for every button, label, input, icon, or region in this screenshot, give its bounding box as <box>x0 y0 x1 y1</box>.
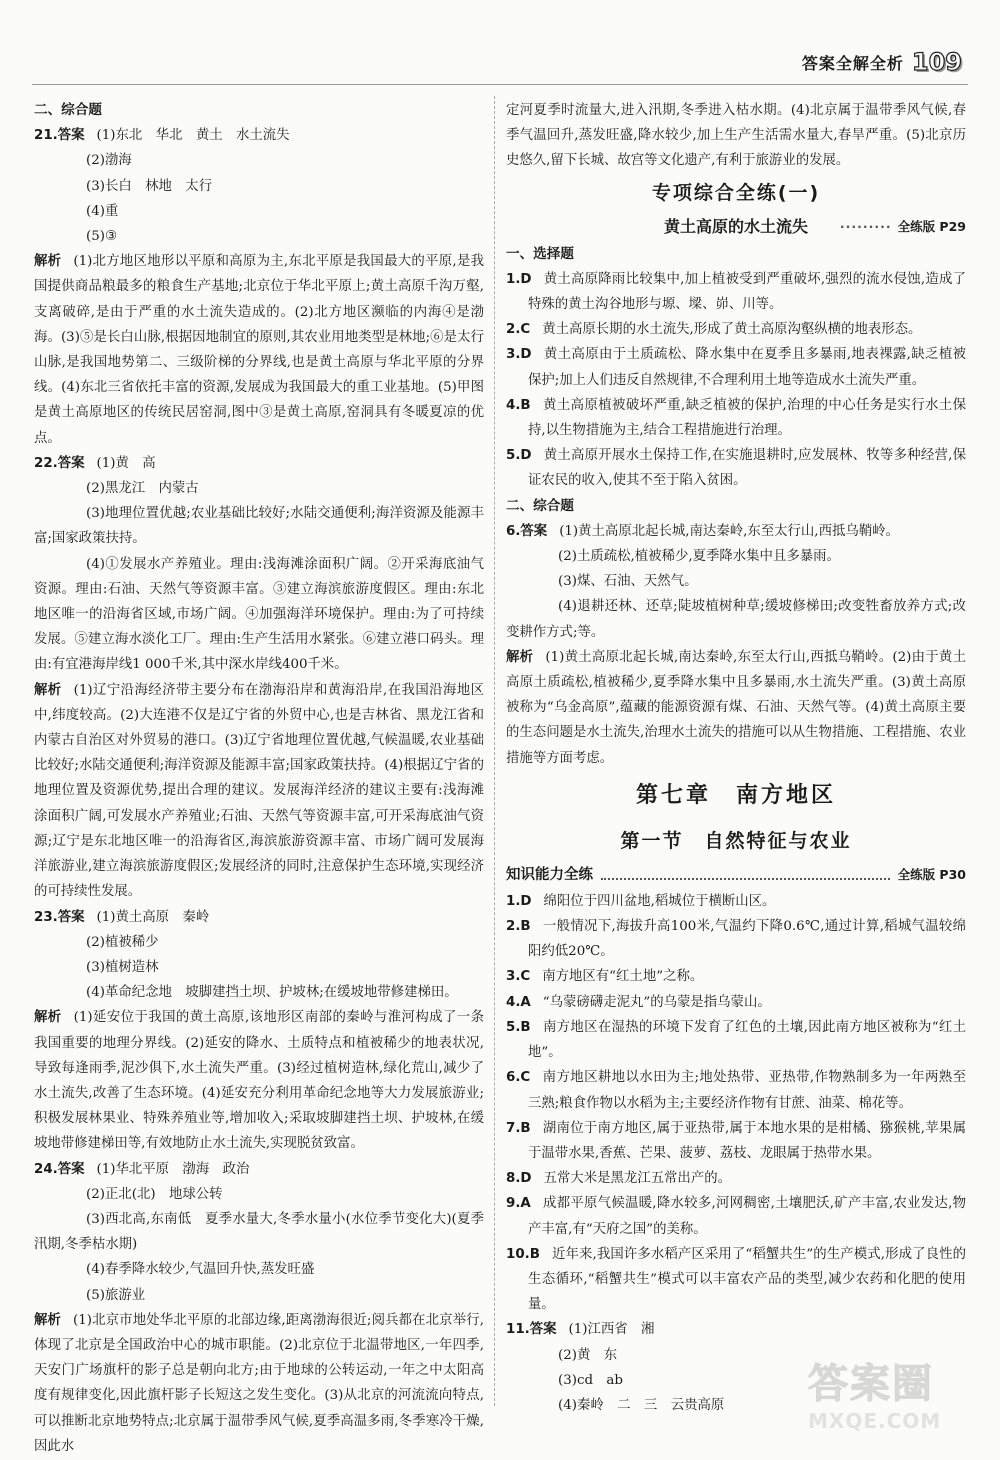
choice-answer-item <box>506 393 966 443</box>
choice-answer-text: 湖南位于南方地区,属于亚热带,属于本地水果的是柑橘、猕猴桃,苹果属于温带水果,香蕉、芒果、菠萝、荔枝、龙眼属于热带水果。 <box>528 1120 966 1161</box>
answer-line: (2)黑龙江 内蒙古 <box>86 481 199 497</box>
chapter-title: 第七章 南方地区 <box>635 782 836 808</box>
practice-bar-label: 知识能力全练 <box>506 866 593 883</box>
continued-text: 定河夏季时流量大,进入汛期,冬季进入枯水期。(4)北京属于温带季风气候,春季气温回升,蒸发旺盛,降水较少,加上生产生活需水量大,春旱严重。(5)北京历史悠久,留下长城、故宫等文化遗产,有利于旅游业的发展。 <box>506 103 966 169</box>
choice-answer-label: 2.B <box>506 919 531 935</box>
section-heading: 一、选择题 <box>506 245 574 262</box>
explanation-label: 解析 <box>34 1010 62 1026</box>
choice-answer-text: 绵阳位于四川盆地,稻城位于横断山区。 <box>543 893 776 909</box>
choice-answer-label: 6.C <box>506 1070 531 1086</box>
watermark-logo <box>808 1352 978 1442</box>
choice-answer-label: 1.D <box>506 271 532 287</box>
choice-answer-item <box>506 317 966 342</box>
choice-answer-item <box>506 964 966 989</box>
special-ref-text: 全练版 P29 <box>897 218 966 234</box>
explanation-label: 解析 <box>34 254 62 270</box>
left-column <box>34 98 484 1459</box>
answer-line: (2)土质疏松,植被稀少,夏季降水集中且多暴雨。 <box>558 549 840 565</box>
right-column <box>506 98 966 1418</box>
choice-answer-label: 4.B <box>506 397 531 413</box>
explanation <box>34 249 484 451</box>
answer-label: 24.答案 <box>34 1161 85 1177</box>
choice-answer-text: 一般情况下,海拔升高100米,气温约下降0.6℃,通过计算,稻城气温较绵阳约低20℃。 <box>528 919 966 960</box>
choice-answer-text: 南方地区有“红土地”之称。 <box>542 969 704 985</box>
choice-answer-item <box>506 1166 966 1191</box>
section-heading: 二、综合题 <box>34 102 102 118</box>
choice-answer-item <box>506 443 966 493</box>
explanation <box>34 678 484 905</box>
explanation <box>34 1308 484 1459</box>
answer-line: (3)长白 林地 太行 <box>86 178 213 194</box>
page-header <box>802 48 962 76</box>
choice-answer-label: 3.C <box>506 969 531 985</box>
explanation-label: 解析 <box>34 682 62 698</box>
question-6 <box>506 519 966 771</box>
answer-line: (5)③ <box>86 229 117 245</box>
section-heading: 二、综合题 <box>506 497 574 514</box>
answer-text: (1)江西省 湘 <box>568 1322 655 1338</box>
choice-answer-item <box>506 990 966 1015</box>
choice-answer-item <box>506 342 966 392</box>
answer-line <box>34 451 484 476</box>
question-23 <box>34 905 484 1157</box>
choice-answer-text: 黄土高原开展水土保持工作,在实施退耕时,应发展林、牧等多种经营,保证农民的收入,使其不至于陷入贫困。 <box>528 448 966 489</box>
choice-answer-label: 1.D <box>506 893 532 909</box>
header-rule <box>32 84 968 85</box>
answer-label: 23.答案 <box>34 909 85 925</box>
choice-answer-text: 黄土高原降雨比较集中,加上植被受到严重破坏,强烈的流水侵蚀,造成了特殊的黄土沟谷地形与塬、墚、峁、川等。 <box>528 271 966 313</box>
explanation <box>506 645 966 771</box>
choice-answer-label: 8.D <box>506 1171 532 1187</box>
explanation-label: 解析 <box>34 1312 62 1328</box>
choice-answers-1 <box>506 267 966 494</box>
choice-answer-label: 2.C <box>506 322 531 338</box>
choice-answer-text: 南方地区耕地以水田为主;地处热带、亚热带,作物熟制多为一年两熟至三熟;粮食作物以水稻为主;主要经济作物有甘蔗、油菜、棉花等。 <box>528 1070 966 1111</box>
choice-answer-label: 3.D <box>506 347 532 363</box>
choice-answer-item <box>506 267 966 317</box>
choice-answer-item <box>506 1242 966 1318</box>
choice-answer-text: 黄土高原长期的水土流失,形成了黄土高原沟壑纵横的地表形态。 <box>542 322 922 338</box>
answer-line <box>34 1157 484 1182</box>
choice-answer-label: 5.B <box>506 1019 531 1035</box>
section-title: 第一节 自然特征与农业 <box>620 829 852 852</box>
choice-answers-2 <box>506 889 966 1317</box>
answer-line: (2)植被稀少 <box>86 934 159 950</box>
answer-line: (3)地理位置优越;农业基础比较好;水陆交通便利;海洋资源及能源丰富;国家政策扶持。 <box>34 506 484 547</box>
explanation-text: (1)黄土高原北起长城,南达秦岭,东至太行山,西抵乌鞘岭。(2)由于黄土高原土质疏松,植被稀少,夏季降水集中且多暴雨,水土流失严重。(3)黄土高原被称为“乌金高原”,蕴藏的能源资源有煤、石油、天然气等。(4)黄土高原主要的生态问题是水土流失,治理水土流失的措施可以从生物措施、工程措施、农业措施等方面考虑。 <box>506 649 966 766</box>
explanation <box>34 1005 484 1156</box>
answer-line: (4)重 <box>86 203 119 219</box>
answer-line: (2)正北(北) 地球公转 <box>86 1186 223 1202</box>
page-number: 109 <box>911 48 962 76</box>
choice-answer-text: “乌蒙磅礴走泥丸”的乌蒙是指乌蒙山。 <box>542 994 771 1010</box>
answer-line <box>34 905 484 930</box>
explanation-label: 解析 <box>506 649 534 665</box>
question-24 <box>34 1157 484 1459</box>
choice-answer-text: 近年来,我国许多水稻产区采用了“稻蟹共生”的生产模式,形成了良性的生态循环,“稻蟹共生”模式可以丰富农产品的类型,减少农药和化肥的使用量。 <box>528 1246 966 1313</box>
watermark-bottom: MXQE.COM <box>808 1409 942 1433</box>
choice-answer-text: 成都平原气候温暖,降水较多,河网稠密,土壤肥沃,矿产丰富,农业发达,物产丰富,有“天府之国”的美称。 <box>528 1196 966 1237</box>
explanation-text: (1)北京市地处华北平原的北部边缘,距离渤海很近;阅兵都在北京举行,体现了北京是全国政治中心的城市职能。(2)北京位于北温带地区,一年四季,天安门广场旗杆的影子总是朝向北方;由于地球的公转运动,一年之中太阳高度有规律变化,因此旗杆影子长短这之发生变化。(3)从北京的河流流向特点,可以推断北京地势特点;北京属于温带季风气候,夏季高温多雨,冬季寒冷干燥,因此水 <box>34 1312 484 1454</box>
special-subtitle-text: 黄土高原的水土流失 <box>663 216 808 236</box>
answer-line: (4)革命纪念地 坡脚建挡土坝、护坡林;在缓坡地带修建梯田。 <box>86 985 458 1001</box>
answer-label: 11.答案 <box>506 1322 557 1338</box>
choice-answer-item <box>506 1065 966 1115</box>
answer-line: (5)旅游业 <box>86 1287 146 1303</box>
choice-answer-label: 4.A <box>506 994 531 1010</box>
answer-text: (1)华北平原 渤海 政治 <box>96 1161 250 1177</box>
explanation-text: (1)辽宁沿海经济带主要分布在渤海沿岸和黄海沿岸,在我国沿海地区中,纬度较高。(2)大连港不仅是辽宁省的外贸中心,也是吉林省、黑龙江省和内蒙古自治区对外贸易的港口。(3)辽宁省地理位置优越,气候温暖,农业基础比较好;水陆交通便利;海洋资源及能源丰富;国家政策扶持。(4)根据辽宁省的地理位置及资源优势,提出合理的建议。发展海洋经济的建议主要有:浅海滩涂面积广阔,可发展水产养殖业;石油、天然气等资源丰富,可开采海底油气资源;辽宁是东北地区唯一的沿海省区,海滨旅游资源丰富、市场广阔可发展海洋旅游业,建立海滨旅游度假区;发展经济的同时,注意保护生态环境,实现经济的可持续性发展。 <box>34 682 484 900</box>
answer-line <box>506 1317 966 1342</box>
answer-label: 6.答案 <box>506 523 548 539</box>
practice-bar <box>506 861 966 889</box>
choice-answer-label: 9.A <box>506 1196 531 1212</box>
special-ref <box>840 212 966 242</box>
answer-line: (3)植树造林 <box>86 959 159 975</box>
dot-leader <box>601 870 890 880</box>
choice-answer-item <box>506 889 966 914</box>
choice-answer-label: 7.B <box>506 1120 531 1136</box>
answer-line: (4)秦岭 二 三 云贵高原 <box>558 1397 725 1413</box>
answer-line: (2)黄 东 <box>558 1347 618 1363</box>
answer-line: (3)西北高,东南低 夏季水量大,冬季水量小(水位季节变化大)(夏季汛期,冬季枯水期) <box>34 1211 484 1253</box>
choice-answer-item <box>506 1116 966 1166</box>
explanation-text: (1)北方地区地形以平原和高原为主,东北平原是我国最大的平原,是我国提供商品粮最多的粮食生产基地;北京位于华北平原上;黄土高原千沟万壑,支离破碎,是由于严重的水土流失造成的。(2)北方地区濒临的内海④是渤海。(3)⑤是长白山脉,根据因地制宜的原则,其农业用地类型是林地;⑥是太行山脉,是我国地势第二、三级阶梯的分界线,也是黄土高原与华北平原的分界线。(4)东北三省依托丰富的资源,发展成为我国最大的重工业基地。(5)甲图是黄土高原地区的传统民居窑洞,图中③是黄土高原,窑洞具有冬暖夏凉的优点。 <box>34 254 485 446</box>
special-title: 专项综合全练(一) <box>651 181 821 204</box>
special-subtitle <box>506 212 966 242</box>
answer-text: (1)黄土高原北起长城,南达秦岭,东至太行山,西抵乌鞘岭。 <box>559 523 899 539</box>
answer-line <box>34 123 484 148</box>
choice-answer-text: 黄土高原植被破坏严重,缺乏植被的保护,治理的中心任务是实行水土保持,以生物措施为主,结合工程措施进行治理。 <box>528 397 966 439</box>
answer-text: (1)东北 华北 黄土 水土流失 <box>96 128 290 144</box>
answer-text: (1)黄 高 <box>96 455 156 471</box>
choice-answer-text: 南方地区在湿热的环境下发育了红色的土壤,因此南方地区被称为“红土地”。 <box>528 1019 966 1061</box>
choice-answer-text: 五常大米是黑龙江五常出产的。 <box>543 1171 731 1187</box>
answer-line: (3)cd ab <box>558 1372 623 1388</box>
choice-answer-label: 5.D <box>506 448 532 464</box>
answer-line: (4)①发展水产养殖业。理由:浅海滩涂面积广阔。②开采海底油气资源。理由:石油、天然气等资源丰富。③建立海滨旅游度假区。理由:东北地区唯一的沿海省区域,市场广阔。④加强海洋环境保护。理由:为了可持续发展。⑤建立海水淡化工厂。理由:生产生活用水紧张。⑥建立港口码头。理由:有宜港海岸线1 000千米,其中深水岸线400千米。 <box>34 556 484 673</box>
answer-text: (1)黄土高原 秦岭 <box>96 909 210 925</box>
watermark-top: 答案圈 <box>808 1361 934 1407</box>
choice-answer-item <box>506 1191 966 1241</box>
dot-leader: ········· <box>839 218 892 234</box>
answer-label: 22.答案 <box>34 455 85 471</box>
explanation-text: (1)延安位于我国的黄土高原,该地形区南部的秦岭与淮河构成了一条我国重要的地理分界线。(2)延安的降水、土质特点和植被稀少的地表状况,导致每逢雨季,泥沙俱下,水土流失严重。(3)经过植树造林,绿化荒山,减少了水土流失,改善了生态环境。(4)延安充分利用革命纪念地等大力发展旅游业;积极发展林果业、特殊养殖业等,增加收入;采取坡脚建挡土坝、护坡林,在缓坡地带修建梯田等,有效地防止水土流失,实现脱贫致富。 <box>34 1010 484 1152</box>
column-divider <box>494 96 495 1406</box>
question-22 <box>34 451 484 905</box>
choice-answer-label: 10.B <box>506 1246 540 1262</box>
practice-bar-ref: 全练版 P30 <box>897 866 966 882</box>
answer-label: 21.答案 <box>34 128 85 144</box>
choice-answer-item <box>506 914 966 964</box>
answer-line: (2)渤海 <box>86 153 132 169</box>
answer-line: (4)退耕还林、还草;陡坡植树种草;缓坡修梯田;改变牲畜放养方式;改变耕作方式;等。 <box>506 599 966 640</box>
question-21 <box>34 123 484 451</box>
choice-answer-text: 黄土高原由于土质疏松、降水集中在夏季且多暴雨,地表裸露,缺乏植被保护;加上人们违反自然规律,不合理利用土地等造成水土流失严重。 <box>528 347 966 388</box>
header-title: 答案全解全析 <box>801 53 904 73</box>
choice-answer-item <box>506 1015 966 1065</box>
answer-line: (4)春季降水较少,气温回升快,蒸发旺盛 <box>86 1262 315 1278</box>
answer-line <box>506 519 966 544</box>
answer-line: (3)煤、石油、天然气。 <box>558 574 698 590</box>
